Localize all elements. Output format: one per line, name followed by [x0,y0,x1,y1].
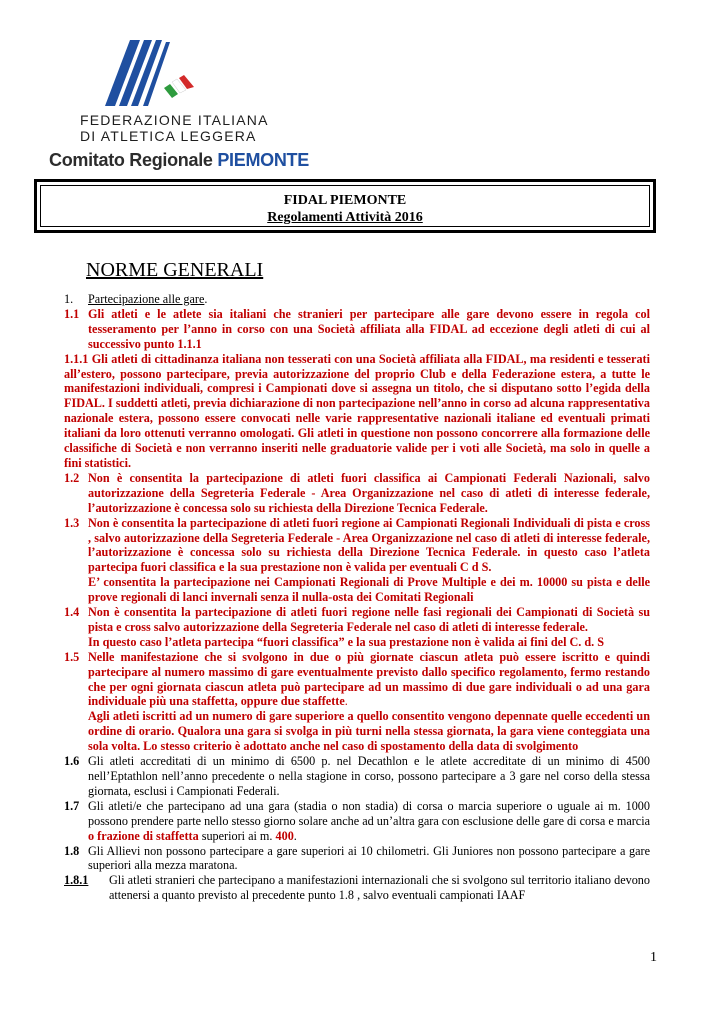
item-text-continued: superiori ai m. [198,828,276,843]
comitato-heading [49,150,309,171]
list-item [64,605,650,650]
list-item [64,754,650,799]
item-number: 1.8.1 [64,873,89,888]
item-text: Gli Allievi non possono partecipare a gare superiori ai 10 chilometri. Gli Juniores non possono partecipare a gare superiori alla mezza maratona. [88,843,650,873]
item-text: Nelle manifestazione che si svolgono in due o più giornate ciascun atleta può essere iscritto e quindi partecipare al numero massimo di gare eventualmente previsto dallo specifico regolamento, fermo restando che per ogni giornata ciascun atleta può partecipare ad un massimo di due gare individuali o ad una gara individuale più una staffetta, oppure due staffette [88,649,650,709]
fidal-emblem-icon [70,38,200,108]
item-text-continued: E’ consentita la partecipazione nei Campionati Regionali di Prove Multiple e dei m. 10000 su pista e delle prove regionali di lanci invernali senza il nulla-osta dei Comitati Regionali [88,575,650,605]
item-text-end: . [293,828,297,843]
title-box-line1: FIDAL PIEMONTE [283,193,407,208]
list-item [64,844,650,874]
item-heading: Partecipazione alle gare [88,292,205,306]
list-item [64,873,650,903]
item-text: Non è consentita la partecipazione di atleti fuori regione ai Campionati Regionali Individuali di pista e cross , salvo autorizzazione della Segreteria Federale - Area Organizzazione nel caso di atleti di interesse federale, l’autorizzazione è concessa solo su richiesta della Direzione Tecnica Federale. in questo caso l’atleta partecipa fuori classifica e la sua prestazione non è valida per eventuali C d S. [88,515,650,575]
item-number: 1.8 [64,843,80,858]
item-number: 1.5 [64,649,80,664]
list-item [64,650,650,754]
list-item [64,292,650,307]
item-heading-dot: . [204,292,208,306]
item-text: Gli atleti/e che partecipano ad una gara (stadia o non stadia) di corsa o marcia superiore o uguale ai m. 1000 possono prendere parte nello stesso giorno solare anche ad un’altra gara con esclusione delle gare di corsa e marcia [88,798,650,828]
item-text-highlight: o frazione di staffetta [88,828,199,843]
list-item [64,307,650,352]
federation-name-line2: DI ATLETICA LEGGERA [80,128,257,144]
title-box [34,179,656,233]
title-box-line2: Regolamenti Attività 2016 [267,210,423,225]
comitato-prefix: Comitato Regionale [49,150,213,170]
paragraph-1-1-1: 1.1.1 Gli atleti di cittadinanza italiana non tesserati con una Società affiliata alla FIDAL, ma residenti e tesserati all’estero, possono partecipare, previa autorizzazione del proprio Club e della Federazione estera, a tutte le manifestazioni individuali, compresi i Campionati dove si assegna un titolo, che si disputano sotto l’egida della FIDAL. I suddetti atleti, previa dichiarazione di non partecipazione nell’anno in corso ad alcuna rappresentativa nazionale estera, possono essere convocati nelle varie rappresentative nazionali italiane ed eventuali primati italiani da loro ottenuti verranno omologati. Gli atleti in questione non possono concorrere alla formazione delle classifiche di Società e non verranno inseriti nelle graduatorie valide per i voti alle Società, ma solo in quelle a fini statistici. [64,351,650,470]
page-number: 1 [650,950,657,965]
item-text: Gli atleti accreditati di un minimo di 6500 p. nel Decathlon e le atlete accreditate di un minimo di 4500 nell’Eptathlon nell’anno precedente o nella stagione in corso, possono partecipare a 3 gare nel corso della stessa giornata, esclusi i Campionati Federali. [88,754,650,798]
item-number: 1.6 [64,754,80,769]
item-number: 1. [64,292,74,306]
item-text: Gli atleti stranieri che partecipano a manifestazioni internazionali che si svolgono sul territorio italiano devono attenersi a quanto previsto al precedente punto 1.8 , salvo eventuali campionati IAAF [109,873,650,903]
list-item [64,471,650,516]
item-number: 1.2 [64,470,80,485]
list-item [64,516,650,605]
document-body [64,292,650,903]
item-text: Gli atleti e le atlete sia italiani che stranieri per partecipare alle gare devono essere in regola col tesseramento per l’anno in corso con una Società affiliata alla FIDAL ad eccezione degli atleti di cui al successivo punto 1.1.1 [88,306,650,351]
item-number: 1.4 [64,605,80,620]
item-text-dot: . [344,694,348,709]
federation-name-line1: FEDERAZIONE ITALIANA [80,112,269,128]
list-item [64,799,650,844]
item-text: Non è consentita la partecipazione di atleti fuori regione nelle fasi regionali dei Campionati di Società su pista e cross salvo autorizzazione della Segreteria Federale nel caso di atleti di interesse federale. [88,605,650,634]
section-title: NORME GENERALI [86,259,264,281]
item-text-continued: Agli atleti iscritti ad un numero di gare superiore a quello consentito vengono depennate quelle eccedenti un ordine di orario. Qualora una gara si svolga in più turni nella stessa giornata, la gara viene conteggiata una sola volta. Lo stesso criterio è adottato anche nel caso di spostamento della data di svolgimento [88,709,650,754]
item-number: 1.1 [64,306,80,321]
item-number: 1.3 [64,515,80,530]
item-text: Non è consentita la partecipazione di atleti fuori classifica ai Campionati Federali Nazionali, salvo autorizzazione della Segreteria Federale - Area Organizzazione nel caso di atleti di interesse federale, l’autorizzazione è concessa solo su richiesta della Direzione Tecnica Federale. [88,470,650,515]
comitato-region: PIEMONTE [217,150,309,170]
item-text-highlight: 400 [275,828,294,843]
item-text-continued: In questo caso l’atleta partecipa “fuori classifica” e la sua prestazione non è valida ai fini del C. d. S [88,634,605,649]
item-number: 1.7 [64,798,80,813]
